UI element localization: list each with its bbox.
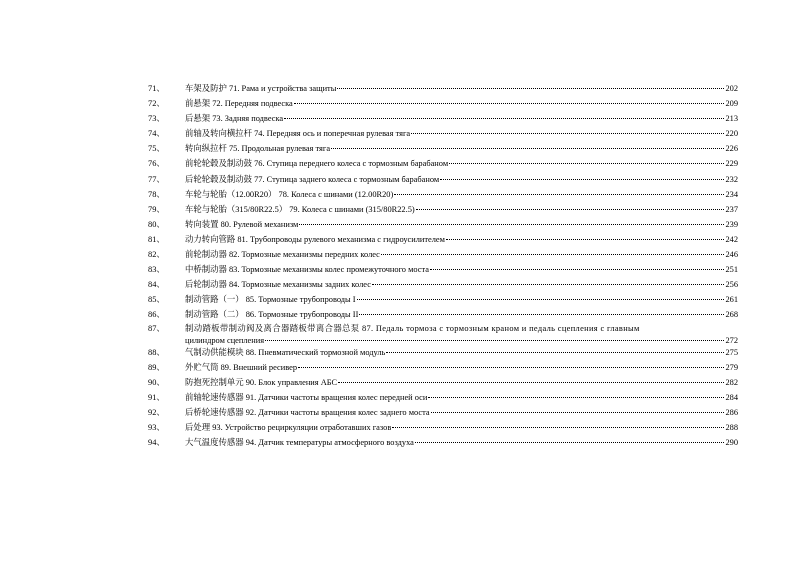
toc-entry[interactable] [148, 375, 738, 390]
entry-title: 后悬架 73. Задняя подвеска [185, 114, 284, 124]
page-number: 234 [725, 189, 738, 199]
toc-entry[interactable] [148, 172, 738, 187]
entry-number: 76、 [148, 159, 165, 169]
entry-title: 前轮轮毂及制动鼓 76. Ступица переднего колеса с тормозным барабаном [185, 159, 449, 169]
toc-entry[interactable] [148, 360, 738, 375]
toc-entry[interactable] [148, 323, 738, 345]
entry-number: 88、 [148, 347, 165, 357]
toc-entry[interactable] [148, 435, 738, 450]
page-number: 256 [725, 280, 738, 290]
dot-leader [294, 103, 725, 104]
toc-entry[interactable] [148, 390, 738, 405]
entry-title: 后轮制动器 84. Тормозные механизмы задних колес [185, 280, 371, 290]
entry-number: 82、 [148, 250, 165, 260]
table-of-contents [148, 81, 738, 450]
entry-number: 84、 [148, 280, 165, 290]
entry-title: 制动管路（二） 86. Тормозные трубопроводы II [185, 310, 359, 320]
entry-number: 86、 [148, 310, 165, 320]
entry-number: 78、 [148, 189, 165, 199]
entry-title: 转向纵拉杆 75. Продольная рулевая тяга [185, 144, 331, 154]
page-number: 242 [725, 234, 738, 244]
page-number: 275 [725, 347, 738, 357]
entry-number: 81、 [148, 234, 165, 244]
dot-leader [430, 269, 724, 270]
page-number: 279 [725, 362, 738, 372]
toc-entry[interactable] [148, 292, 738, 307]
entry-title: 转向装置 80. Рулевой механизм [185, 219, 299, 229]
entry-number: 90、 [148, 377, 165, 387]
entry-number: 93、 [148, 422, 165, 432]
dot-leader [440, 179, 724, 180]
dot-leader [372, 284, 725, 285]
dot-leader [265, 340, 724, 341]
entry-title: 后桥轮速传感器 92. Датчики частоты вращения колес заднего моста [185, 407, 430, 417]
dot-leader [386, 352, 724, 353]
entry-number: 92、 [148, 407, 165, 417]
page-number: 220 [725, 129, 738, 139]
entry-title: 外贮气筒 89. Внешний ресивер [185, 362, 298, 372]
dot-leader [357, 299, 725, 300]
toc-entry[interactable] [148, 247, 738, 262]
toc-entry[interactable] [148, 141, 738, 156]
entry-title: 前轮制动器 82. Тормозные механизмы передних колес [185, 250, 380, 260]
entry-number: 91、 [148, 392, 165, 402]
entry-title: 后处理 93. Устройство рециркуляции отработавших газов [185, 422, 392, 432]
dot-leader [337, 88, 724, 89]
entry-number: 80、 [148, 219, 165, 229]
toc-entry[interactable] [148, 126, 738, 141]
entry-number: 89、 [148, 362, 165, 372]
dot-leader [359, 314, 724, 315]
page-number: 290 [725, 438, 738, 448]
dot-leader [415, 442, 725, 443]
dot-leader [449, 163, 724, 164]
entry-title: 车轮与轮胎（12.00R20） 78. Колеса с шинами (12.00R20) [185, 189, 394, 199]
toc-entry[interactable] [148, 345, 738, 360]
toc-entry[interactable] [148, 232, 738, 247]
entry-number: 79、 [148, 204, 165, 214]
page-number: 202 [725, 84, 738, 93]
page-number: 288 [725, 422, 738, 432]
entry-title: 气制动供能模块 88. Пневматический тормозной модуль [185, 347, 386, 357]
entry-number: 71、 [148, 84, 165, 93]
dot-leader [392, 427, 724, 428]
entry-number: 74、 [148, 129, 165, 139]
toc-entry[interactable] [148, 96, 738, 111]
page-number: 229 [725, 159, 738, 169]
page-number: 284 [725, 392, 738, 402]
dot-leader [446, 239, 724, 240]
page-number: 261 [725, 295, 738, 305]
page-number: 251 [725, 265, 738, 275]
dot-leader [299, 224, 724, 225]
toc-entry[interactable] [148, 156, 738, 171]
page-number: 209 [725, 99, 738, 109]
entry-number: 87、 [148, 323, 165, 333]
page-number: 237 [725, 204, 738, 214]
dot-leader [298, 367, 724, 368]
toc-entry[interactable] [148, 187, 738, 202]
entry-title: 前轴轮速传感器 91. Датчики частоты вращения колес передней оси [185, 392, 428, 402]
entry-number: 85、 [148, 295, 165, 305]
dot-leader [338, 382, 724, 383]
entry-title: 防抱死控制单元 90. Блок управления АБС [185, 377, 338, 387]
page-number: 239 [725, 219, 738, 229]
dot-leader [428, 397, 724, 398]
entry-title: 前悬架 72. Передняя подвеска [185, 99, 293, 109]
entry-title: 中桥制动器 83. Тормозные механизмы колес промежуточного моста [185, 265, 429, 275]
entry-number: 77、 [148, 174, 165, 184]
entry-number: 73、 [148, 114, 165, 124]
entry-title: 前轴及转向横拉杆 74. Передняя ось и поперечная рулевая тяга [185, 129, 411, 139]
entry-title: 动力转向管路 81. Трубопроводы рулевого механизма с гидроусилителем [185, 234, 445, 244]
page-number: 268 [725, 310, 738, 320]
dot-leader [331, 148, 724, 149]
entry-number: 94、 [148, 438, 165, 448]
entry-number: 83、 [148, 265, 165, 275]
entry-title: 制动管路（一） 85. Тормозные трубопроводы I [185, 295, 356, 305]
page-number: 246 [725, 250, 738, 260]
toc-entry[interactable] [148, 202, 738, 217]
entry-title: 车架及防护 71. Рама и устройства защиты [185, 84, 337, 93]
dot-leader [431, 412, 725, 413]
dot-leader [394, 194, 724, 195]
dot-leader [381, 254, 725, 255]
page-number: 232 [725, 174, 738, 184]
entry-number: 75、 [148, 144, 165, 154]
page-number: 213 [725, 114, 738, 124]
dot-leader [411, 133, 724, 134]
entry-title: 大气温度传感器 94. Датчик температуры атмосферного воздуха [185, 438, 414, 448]
dot-leader [284, 118, 724, 119]
toc-entry[interactable] [148, 217, 738, 232]
entry-title-continued: цилиндром сцепления [185, 335, 265, 345]
entry-title: 后轮轮毂及制动鼓 77. Ступица заднего колеса с тормозным барабаном [185, 174, 440, 184]
page-number: 226 [725, 144, 738, 154]
page-number: 286 [725, 407, 738, 417]
toc-entry[interactable] [148, 111, 738, 126]
entry-title: 车轮与轮胎（315/80R22.5） 79. Колеса с шинами (315/80R22.5) [185, 204, 415, 214]
toc-entry[interactable] [148, 405, 738, 420]
dot-leader [416, 209, 725, 210]
toc-entry[interactable] [148, 307, 738, 322]
toc-entry[interactable] [148, 277, 738, 292]
entry-title: 制动踏板带制动阀及离合器踏板带离合器总泵 87. Педаль тормоза с тормозным краном и педаль сцепления с главным [185, 323, 640, 333]
entry-number: 72、 [148, 99, 165, 109]
page-number: 282 [725, 377, 738, 387]
toc-entry[interactable] [148, 420, 738, 435]
page-number: 272 [725, 335, 738, 345]
toc-entry[interactable] [148, 262, 738, 277]
toc-entry[interactable] [148, 81, 738, 96]
